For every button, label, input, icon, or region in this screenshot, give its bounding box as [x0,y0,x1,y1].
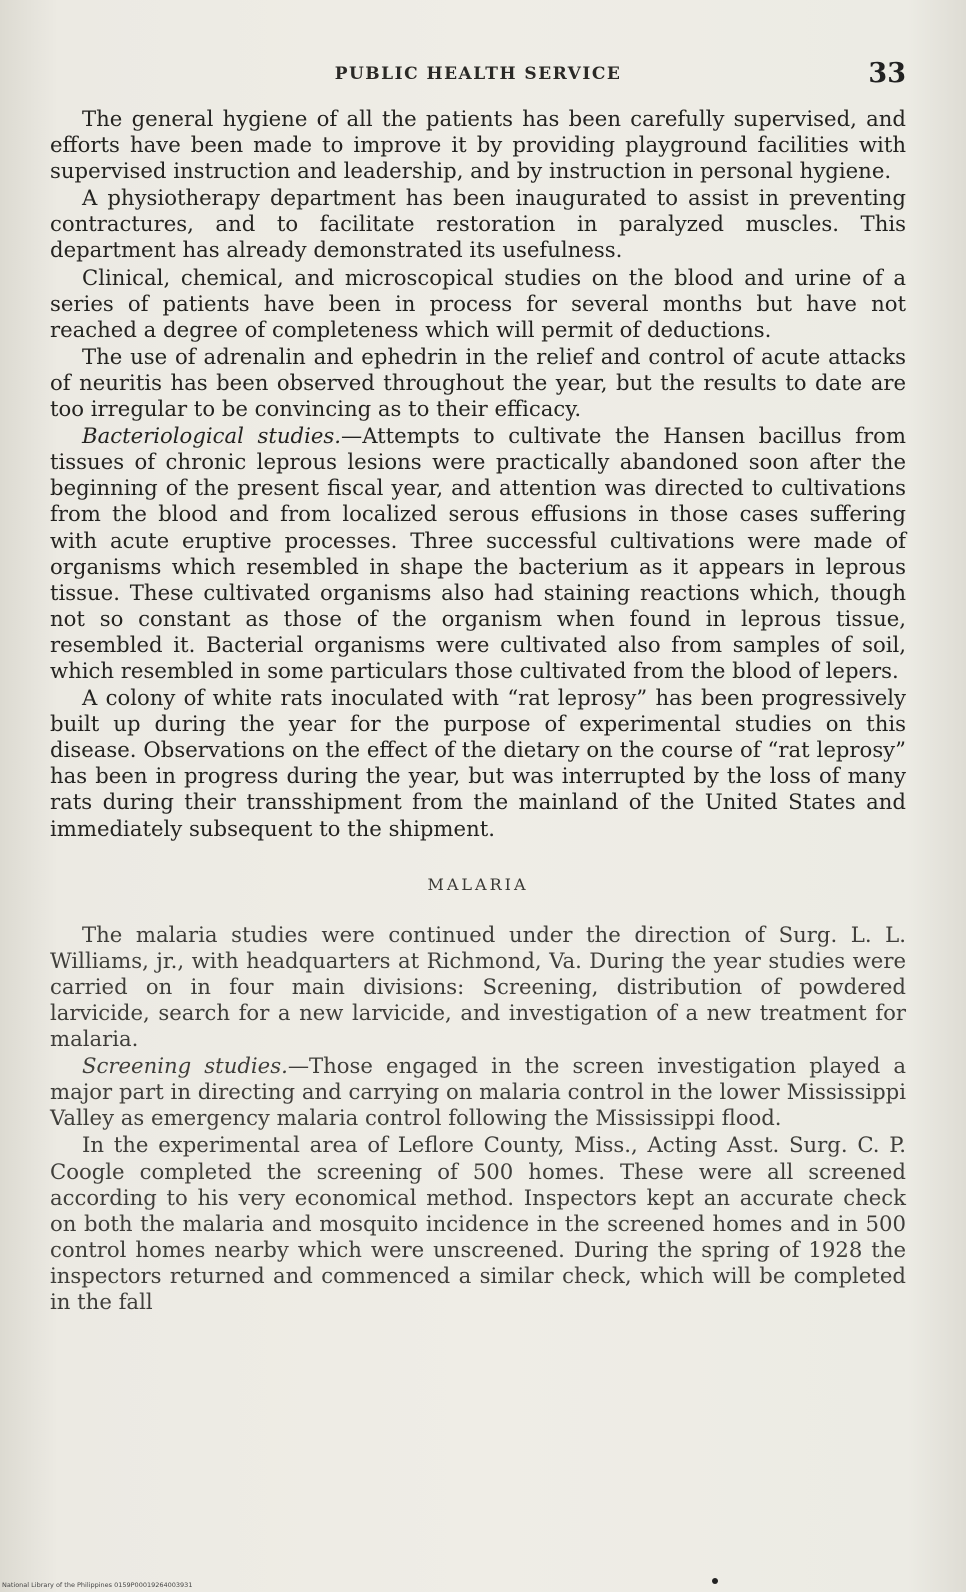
paragraph-rat-leprosy: A colony of white rats inoculated with “rat leprosy” has been progressively built up during the year for the purpose of experimental studies on this disease. Observations on the effect of the dietary on the course of “rat leprosy” has been in progress during the year, but was interrupted by the loss of many rats during their transshipment from the mainland of the United States and immediately subsequent to the shipment. [50,685,906,841]
paragraph-physiotherapy: A physiotherapy department has been inaugurated to assist in preventing contractures, and to facilitate restoration in paralyzed muscles. This department has already demonstrated its usefulness. [50,185,906,263]
screening-text: —Those engaged in the screen investigation played a major part in directing and carrying on malaria control in the lower Mississippi Valley as emergency malaria control following the Mississippi flood. [50,1053,906,1131]
paragraph-bacteriological [50,423,906,684]
page-number: 33 [868,58,906,89]
paragraph-screening [50,1053,906,1131]
malaria-section [50,922,906,1315]
bacteriological-lead: Bacteriological studies. [82,423,342,449]
ink-dot [712,1578,718,1584]
page-body [50,106,906,1316]
page-header [50,58,906,94]
paragraph-leflore: In the experimental area of Leflore County, Miss., Acting Asst. Surg. C. P. Coogle completed the screening of 500 homes. These were all screened according to his very economical method. Inspectors kept an accurate check on both the malaria and mosquito incidence in the screened homes and in 500 control homes nearby which were unscreened. During the spring of 1928 the inspectors returned and commenced a similar check, which will be completed in the fall [50,1132,906,1315]
paragraph-clinical-studies: Clinical, chemical, and microscopical studies on the blood and urine of a series of patients have been in process for several months but have not reached a degree of completeness which will permit of deductions. [50,264,906,342]
library-footer-note: National Library of the Philippines 0159P00019264003931 [2,1581,193,1589]
paragraph-malaria-intro: The malaria studies were continued under the direction of Surg. L. L. Williams, jr., with headquarters at Richmond, Va. During the year studies were carried on in four main divisions: Screening, distribution of powdered larvicide, search for a new larvicide, and investigation of a new treatment for malaria. [50,921,906,1052]
paragraph-adrenalin: The use of adrenalin and ephedrin in the relief and control of acute attacks of neuritis has been observed throughout the year, but the results to date are too irregular to be convincing as to their efficacy. [50,343,906,422]
paragraph-hygiene: The general hygiene of all the patients has been carefully supervised, and efforts have been made to improve it by providing playground facilities with supervised instruction and leadership, and by instruction in personal hygiene. [50,106,906,184]
bacteriological-text: —Attempts to cultivate the Hansen bacillus from tissues of chronic leprous lesions were practically abandoned soon after the beginning of the present fiscal year, and attention was directed to cultivations from the blood and from localized serous effusions in those cases suffering with acute eruptive processes. Three successful cultivations were made of organisms which resembled in shape the bacterium as it appears in leprous tissue. These cultivated organisms also had staining reactions which, though not so constant as those of the organism when found in leprous tissue, resembled it. Bacterial organisms were cultivated also from samples of soil, which resembled in some particulars those cultivated from the blood of lepers. [50,423,906,683]
screening-lead: Screening studies. [82,1053,288,1079]
leprosy-section [50,106,906,842]
running-head: PUBLIC HEALTH SERVICE [334,64,622,84]
section-heading-malaria: MALARIA [427,874,529,894]
